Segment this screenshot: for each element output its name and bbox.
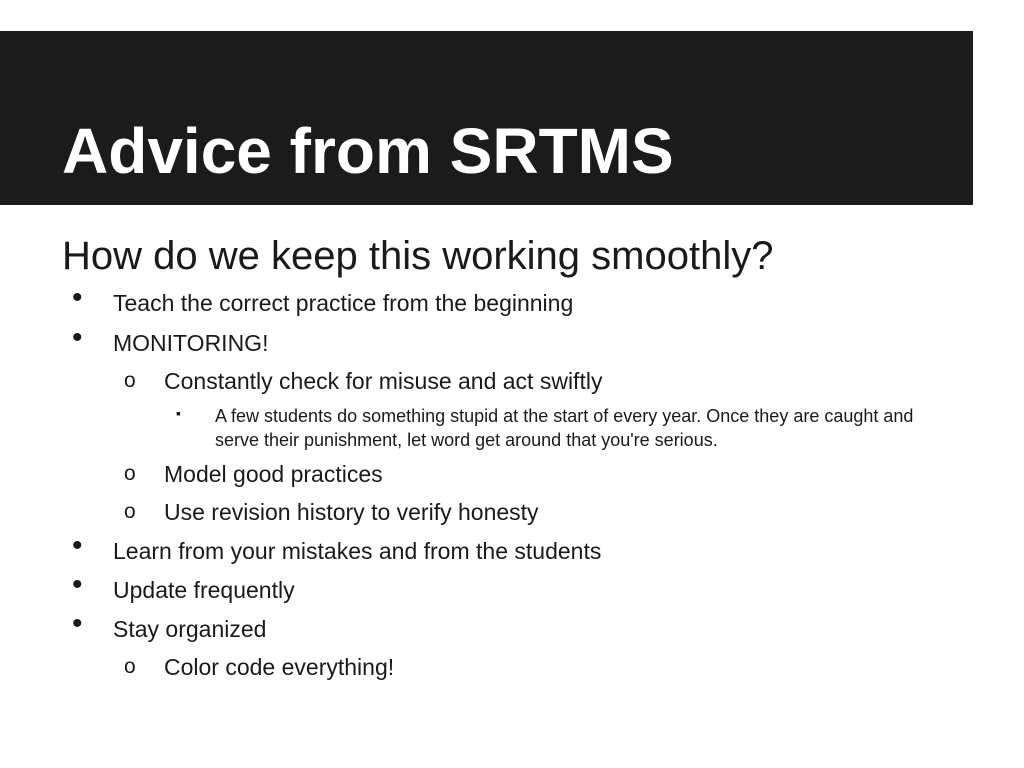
square-bullet-marker: ▪ [176, 405, 181, 421]
bullet-marker: • [72, 568, 83, 601]
sub-bullet-marker: o [124, 500, 136, 523]
bullet-text: MONITORING! [113, 330, 269, 356]
bullet-text: Stay organized [113, 616, 267, 642]
bullet-text: Learn from your mistakes and from the students [113, 538, 602, 564]
sub-bullet-text: Constantly check for misuse and act swiftly [164, 368, 603, 394]
bullet-text: Update frequently [113, 577, 295, 603]
sub-bullet-text: Color code everything! [164, 654, 395, 680]
bullet-marker: • [72, 607, 83, 640]
bullet-marker: • [72, 529, 83, 562]
sub-bullet-text: Model good practices [164, 461, 383, 487]
slide-subtitle: How do we keep this working smoothly? [62, 234, 774, 278]
bullet-text: Teach the correct practice from the beginning [113, 290, 574, 316]
slide-content [62, 230, 962, 680]
slide-title: Advice from SRTMS [62, 115, 674, 187]
sub-bullet-text: Use revision history to verify honesty [164, 499, 539, 525]
bullet-marker: • [72, 281, 83, 314]
sub-bullet-marker: o [124, 655, 136, 678]
sub-bullet-marker: o [124, 462, 136, 485]
sub-bullet-marker: o [124, 369, 136, 392]
bullet-marker: • [72, 321, 83, 354]
sub-sub-bullet-text: A few students do something stupid at the start of every year. Once they are caught and serve their punishment, let word get around that you're serious. [215, 406, 914, 450]
